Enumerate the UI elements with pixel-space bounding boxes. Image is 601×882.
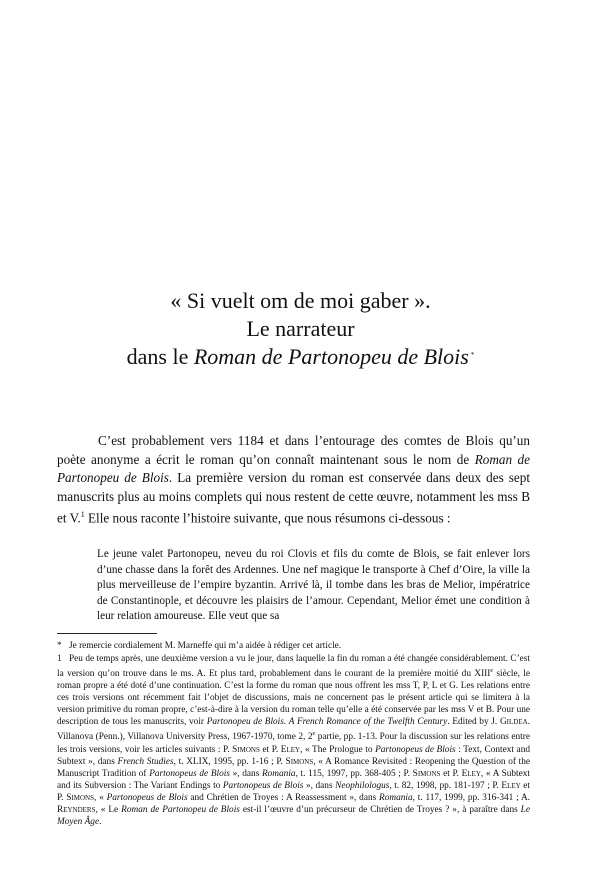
fn-run: , «	[94, 792, 107, 803]
fn-run: et P.	[259, 744, 281, 755]
fn-author: Simons	[66, 792, 94, 803]
fn-run: .	[99, 816, 102, 827]
body-paragraph	[57, 432, 530, 528]
fn-run: et P.	[57, 780, 530, 803]
fn-italic: Roman de Partonopeu de Blois	[121, 804, 240, 815]
title-line-3-prefix: dans le	[126, 344, 194, 369]
fn-run: . Villanova (Penn.), Villanova University Press, 1967-1970, tome 2, 2	[57, 717, 530, 743]
fn-author: Gildea	[499, 717, 528, 728]
fn-author: Eley	[280, 744, 301, 755]
fn-italic: Romania	[261, 768, 296, 779]
fn-italic: Partonopeus de Blois	[106, 792, 188, 803]
fn-italic: French Studies	[117, 756, 174, 767]
fn-run: , t. 82, 1998, pp. 181-197 ; P.	[389, 780, 502, 791]
quote-paragraph: Le jeune valet Partonopeu, neveu du roi Clovis et fils du comte de Blois, se fait enlever lors d’une chasse dans la forêt des Ardennes. Une nef magique le transporte à Chef d’Oire, la ville la plus merveilleuse de l’empire byzantin. Arrivé là, il tombe dans les bras de Melior, impératrice de Constantinople, et découvre les plaisirs de l’amour. Cependant, Melior émet une condition à leur relation amoureuse. Elle veut que sa	[97, 548, 530, 623]
title-line-2: Le narrateur	[246, 316, 355, 341]
fn-author: Simons	[232, 744, 260, 755]
footnote-marker: *	[57, 641, 62, 651]
fn-run: », dans	[303, 780, 336, 791]
fn-italic: Le Moyen Âge	[57, 804, 530, 827]
fn-run: Peu de temps après, une deuxième version a vu le jour, dans laquelle la fin du roman a été changée considérablement. C’est la version qu’on trouve dans le ms. A. Et plus tard, probablement dans le courant de la première moitié du XIII	[57, 654, 530, 680]
fn-author: Simons	[285, 756, 314, 767]
fn-run: . Edited by J.	[447, 717, 500, 728]
title-line-1: « Si vuelt om de moi gaber ».	[170, 288, 431, 313]
footnote-marker: 1	[57, 654, 62, 665]
fn-italic: Neophilologus	[335, 780, 390, 791]
title-line-3	[0, 343, 601, 371]
fn-run: », dans	[229, 768, 262, 779]
fn-italic: Partonopeus de Blois	[149, 768, 230, 779]
footnote-divider	[57, 633, 157, 634]
fn-run: and Chrétien de Troyes : A Reassessment », dans	[187, 792, 380, 803]
footnote-1	[57, 653, 530, 828]
fn-author: Eley	[461, 768, 481, 779]
fn-run: , t. 117, 1999, pp. 316-341 ; A.	[412, 792, 530, 803]
fn-author: Reynders	[57, 804, 96, 815]
fn-author: Simons	[412, 768, 441, 779]
body-text-run: Elle nous raconte l’histoire suivante, que nous résumons ci-dessous :	[84, 510, 451, 526]
fn-run: , t. 115, 1997, pp. 368-405 ; P.	[295, 768, 413, 779]
fn-sup: e	[490, 668, 494, 675]
article-title	[0, 287, 601, 371]
fn-italic: Partonopeu de Blois. A French Romance of the Twelfth Century	[206, 717, 448, 728]
fn-sup: e	[312, 731, 316, 738]
body-text	[57, 432, 530, 528]
footnote-ref-1[interactable]: 1	[80, 510, 85, 520]
body-text-run: C’est probablement vers 1184 et dans l’entourage des comtes de Blois qu’un poète anonyme a écrit le roman qu’on connaît maintenant sous le nom de	[57, 433, 530, 467]
title-italic-work: Roman de Partonopeu de Blois	[193, 344, 469, 369]
fn-run: , t. XLIX, 1995, pp. 1-16 ; P.	[173, 756, 286, 767]
fn-run: et P.	[440, 768, 462, 779]
fn-author: Eley	[501, 780, 521, 791]
fn-run: : Text, Context and Subtext », dans	[57, 744, 530, 767]
fn-run: , « A Subtext and its Subversion : The Variant Endings to	[57, 768, 530, 791]
fn-run: est-il l’œuvre d’un précurseur de Chrétien de Troyes ? », à paraître dans	[239, 804, 521, 815]
footnotes	[57, 640, 530, 829]
fn-run: siècle, le roman propre a été doté d’une continuation. C’est la forme du roman que nous offrent les mss T, P, L et G. Les relations entre ces trois versions ont récemment fait l’objet de discussions, mais ne concernent pas le présent article qui se limitera à la version primitive du roman propre, c’est-à-dire à la version du roman telle qu’elle a été conservée par les mss V et B. Pour une description de tous les manuscrits, voir	[57, 669, 530, 728]
fn-italic: Romania	[379, 792, 413, 803]
fn-run: partie, pp. 1-13. Pour la discussion sur les relations entre les trois versions, voir les articles suivants : P.	[57, 732, 530, 755]
fn-run: , « A Romance Revisited : Reopening the Question of the Manuscript Tradition of	[57, 756, 530, 779]
footnote-text: Je remercie cordialement M. Marneffe qui m’a aidée à rédiger cet article.	[69, 641, 342, 651]
body-italic-title: Roman de Partonopeu de Blois	[57, 451, 530, 486]
fn-italic: Partonopeus de Blois	[222, 780, 304, 791]
fn-run: , « Le	[95, 804, 122, 815]
title-footnote-marker[interactable]: *	[470, 351, 475, 359]
body-text-run: . La première version du roman est conservée dans deux des sept manuscrits plus au moins complets qui nous restent de cette œuvre, notamment les mss B et V.	[57, 470, 530, 526]
fn-run: , « The Prologue to	[300, 744, 376, 755]
block-quote	[97, 547, 530, 625]
fn-italic: Partonopeus de Blois	[375, 744, 456, 755]
footnote-star	[57, 640, 530, 652]
